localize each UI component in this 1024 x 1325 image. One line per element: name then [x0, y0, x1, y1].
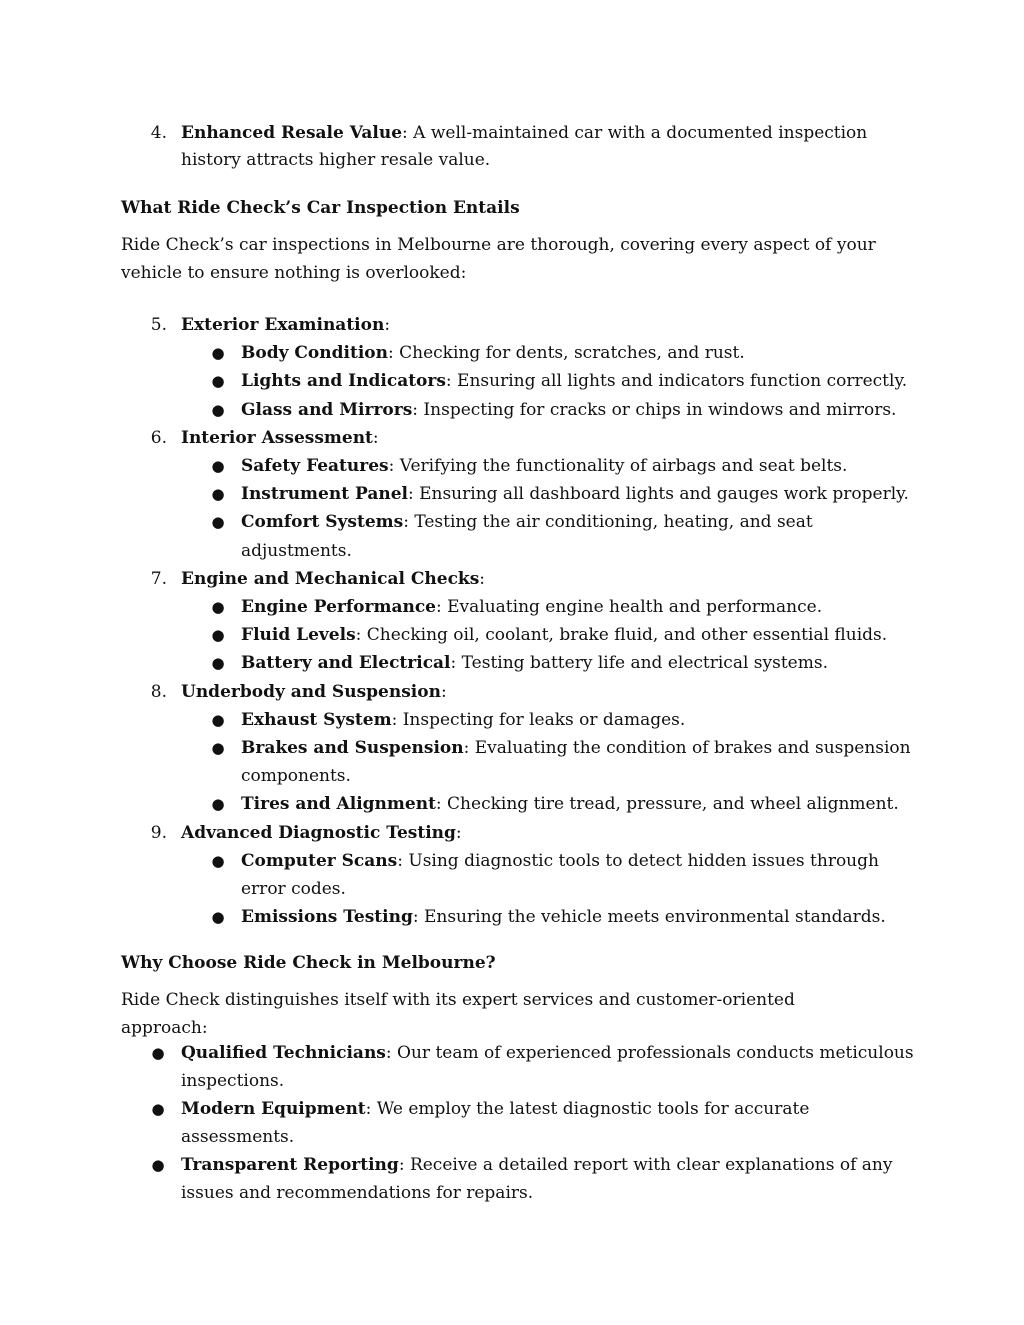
- sub-item-text: : Verifying the functionality of airbags and seat belts.: [388, 456, 848, 476]
- bullet-icon: ●: [211, 710, 225, 729]
- item-title: Enhanced Resale Value: [181, 123, 403, 143]
- sub-item-text: : Inspecting for cracks or chips in windows and mirrors.: [412, 399, 897, 420]
- sub-item-text: : Checking oil, coolant, brake fluid, and other essential fluids.: [355, 625, 888, 646]
- sub-item-continuation: components.: [241, 766, 351, 787]
- bullet-icon: ●: [151, 1100, 165, 1118]
- sub-item-text: : Testing battery life and electrical systems.: [450, 653, 828, 674]
- sub-item-text: : Ensuring all lights and indicators function correctly.: [445, 371, 908, 392]
- sub-item-title: Exhaust System: [241, 709, 392, 730]
- sub-item-title: Brakes and Suspension: [241, 738, 464, 758]
- item-title: Interior Assessment: [181, 427, 373, 448]
- sub-item-line: [241, 480, 909, 508]
- bullet-icon: ●: [211, 626, 225, 645]
- item-number: 8.: [150, 681, 167, 702]
- sub-item-line: [241, 847, 879, 875]
- sub-item-title: Tires and Alignment: [241, 794, 436, 815]
- list-item-line: [181, 1095, 809, 1123]
- bullet-icon: ●: [211, 654, 225, 673]
- sub-item-text: : Inspecting for leaks or damages.: [391, 709, 686, 730]
- item-number: 7.: [150, 568, 167, 589]
- item-suffix: :: [384, 315, 391, 335]
- sub-item-text: : Using diagnostic tools to detect hidden issues through: [397, 850, 879, 871]
- list-item-continuation: issues and recommendations for repairs.: [181, 1183, 534, 1203]
- list-item-text: : Receive a detailed report with clear explanations of any: [398, 1155, 893, 1175]
- bullet-icon: ●: [211, 344, 225, 363]
- sub-item-line: [241, 508, 813, 536]
- bullet-icon: ●: [211, 908, 225, 927]
- item-line: [181, 424, 379, 452]
- list-item-line: [181, 1151, 892, 1179]
- item-number: 5.: [150, 315, 167, 335]
- list-item-title: Qualified Technicians: [181, 1043, 386, 1063]
- list-item-text: : We employ the latest diagnostic tools for accurate: [365, 1099, 810, 1119]
- item-text: : A well-maintained car with a documented inspection: [402, 123, 868, 143]
- paragraph-line: Ride Check’s car inspections in Melbourne are thorough, covering every aspect of your: [121, 235, 876, 255]
- sub-item-title: Glass and Mirrors: [241, 399, 413, 420]
- sub-item-title: Comfort Systems: [241, 512, 404, 533]
- sub-item-line: [241, 790, 899, 818]
- paragraph-line: Ride Check distinguishes itself with its expert services and customer-oriented approach:: [121, 990, 795, 1038]
- list-item-continuation: assessments.: [181, 1127, 295, 1147]
- sub-item-title: Battery and Electrical: [241, 653, 451, 674]
- list-item-title: Transparent Reporting: [181, 1155, 399, 1175]
- sub-item-title: Computer Scans: [241, 850, 398, 871]
- item-suffix: :: [440, 681, 447, 702]
- sub-item-line: [241, 367, 907, 395]
- bullet-icon: ●: [211, 795, 225, 814]
- bullet-icon: ●: [211, 485, 225, 504]
- sub-item-line: [241, 396, 896, 424]
- sub-item-title: Engine Performance: [241, 597, 436, 617]
- section-heading: Why Choose Ride Check in Melbourne?: [121, 953, 496, 973]
- bullet-icon: ●: [151, 1044, 165, 1062]
- bullet-icon: ●: [211, 513, 225, 532]
- sub-item-title: Lights and Indicators: [241, 371, 446, 392]
- list-item-text: : Our team of experienced professionals conducts meticulous: [385, 1043, 914, 1063]
- sub-item-line: [241, 621, 887, 649]
- section-heading: What Ride Check’s Car Inspection Entails: [121, 198, 520, 218]
- bullet-icon: ●: [211, 598, 225, 616]
- paragraph-line: vehicle to ensure nothing is overlooked:: [121, 263, 467, 283]
- item-suffix: :: [372, 427, 379, 448]
- sub-item-text: : Ensuring all dashboard lights and gauges work properly.: [407, 484, 909, 505]
- sub-item-text: : Checking tire tread, pressure, and wheel alignment.: [435, 794, 899, 815]
- bullet-icon: ●: [151, 1156, 165, 1174]
- bullet-icon: ●: [211, 457, 225, 475]
- sub-item-continuation: error codes.: [241, 879, 346, 899]
- sub-item-title: Fluid Levels: [241, 625, 356, 646]
- sub-item-text: : Evaluating the condition of brakes and suspension: [463, 738, 911, 758]
- item-title: Exterior Examination: [181, 315, 385, 335]
- sub-item-title: Emissions Testing: [241, 907, 413, 928]
- sub-item-line: [241, 706, 685, 734]
- sub-item-line: [241, 649, 828, 677]
- sub-item-line: [241, 734, 911, 762]
- bullet-icon: ●: [211, 372, 225, 391]
- item-title: Advanced Diagnostic Testing: [181, 822, 456, 843]
- sub-item-line: [241, 452, 847, 480]
- item-line: [181, 678, 447, 706]
- item-continuation: history attracts higher resale value.: [181, 150, 491, 170]
- item-number: 9.: [150, 822, 167, 843]
- item-suffix: :: [455, 822, 462, 843]
- sub-item-line: [241, 339, 745, 367]
- sub-item-title: Body Condition: [241, 343, 388, 364]
- list-item-title: Modern Equipment: [181, 1099, 366, 1119]
- item-line: [181, 819, 462, 847]
- sub-item-title: Safety Features: [241, 456, 389, 476]
- item-number: 4.: [150, 123, 167, 143]
- bullet-icon: ●: [211, 851, 225, 870]
- item-suffix: :: [479, 568, 485, 589]
- sub-item-continuation: adjustments.: [241, 540, 352, 561]
- sub-item-text: : Checking for dents, scratches, and rust.: [387, 343, 745, 364]
- sub-item-line: [241, 593, 822, 621]
- sub-item-line: [241, 903, 886, 931]
- list-item-continuation: inspections.: [181, 1071, 285, 1091]
- list-item-line: [181, 1039, 914, 1067]
- sub-item-text: : Testing the air conditioning, heating, and seat: [403, 512, 813, 533]
- bullet-icon: ●: [211, 739, 225, 757]
- sub-item-title: Instrument Panel: [241, 484, 408, 505]
- item-title: Engine and Mechanical Checks: [181, 568, 480, 589]
- sub-item-text: : Ensuring the vehicle meets environmental standards.: [412, 907, 886, 928]
- sub-item-text: : Evaluating engine health and performance.: [436, 597, 823, 617]
- item-line: [181, 565, 485, 593]
- item-number: 6.: [150, 427, 167, 448]
- item-title: Underbody and Suspension: [181, 681, 441, 702]
- bullet-icon: ●: [211, 400, 225, 419]
- item-line: [181, 311, 390, 339]
- item-line: [181, 119, 867, 147]
